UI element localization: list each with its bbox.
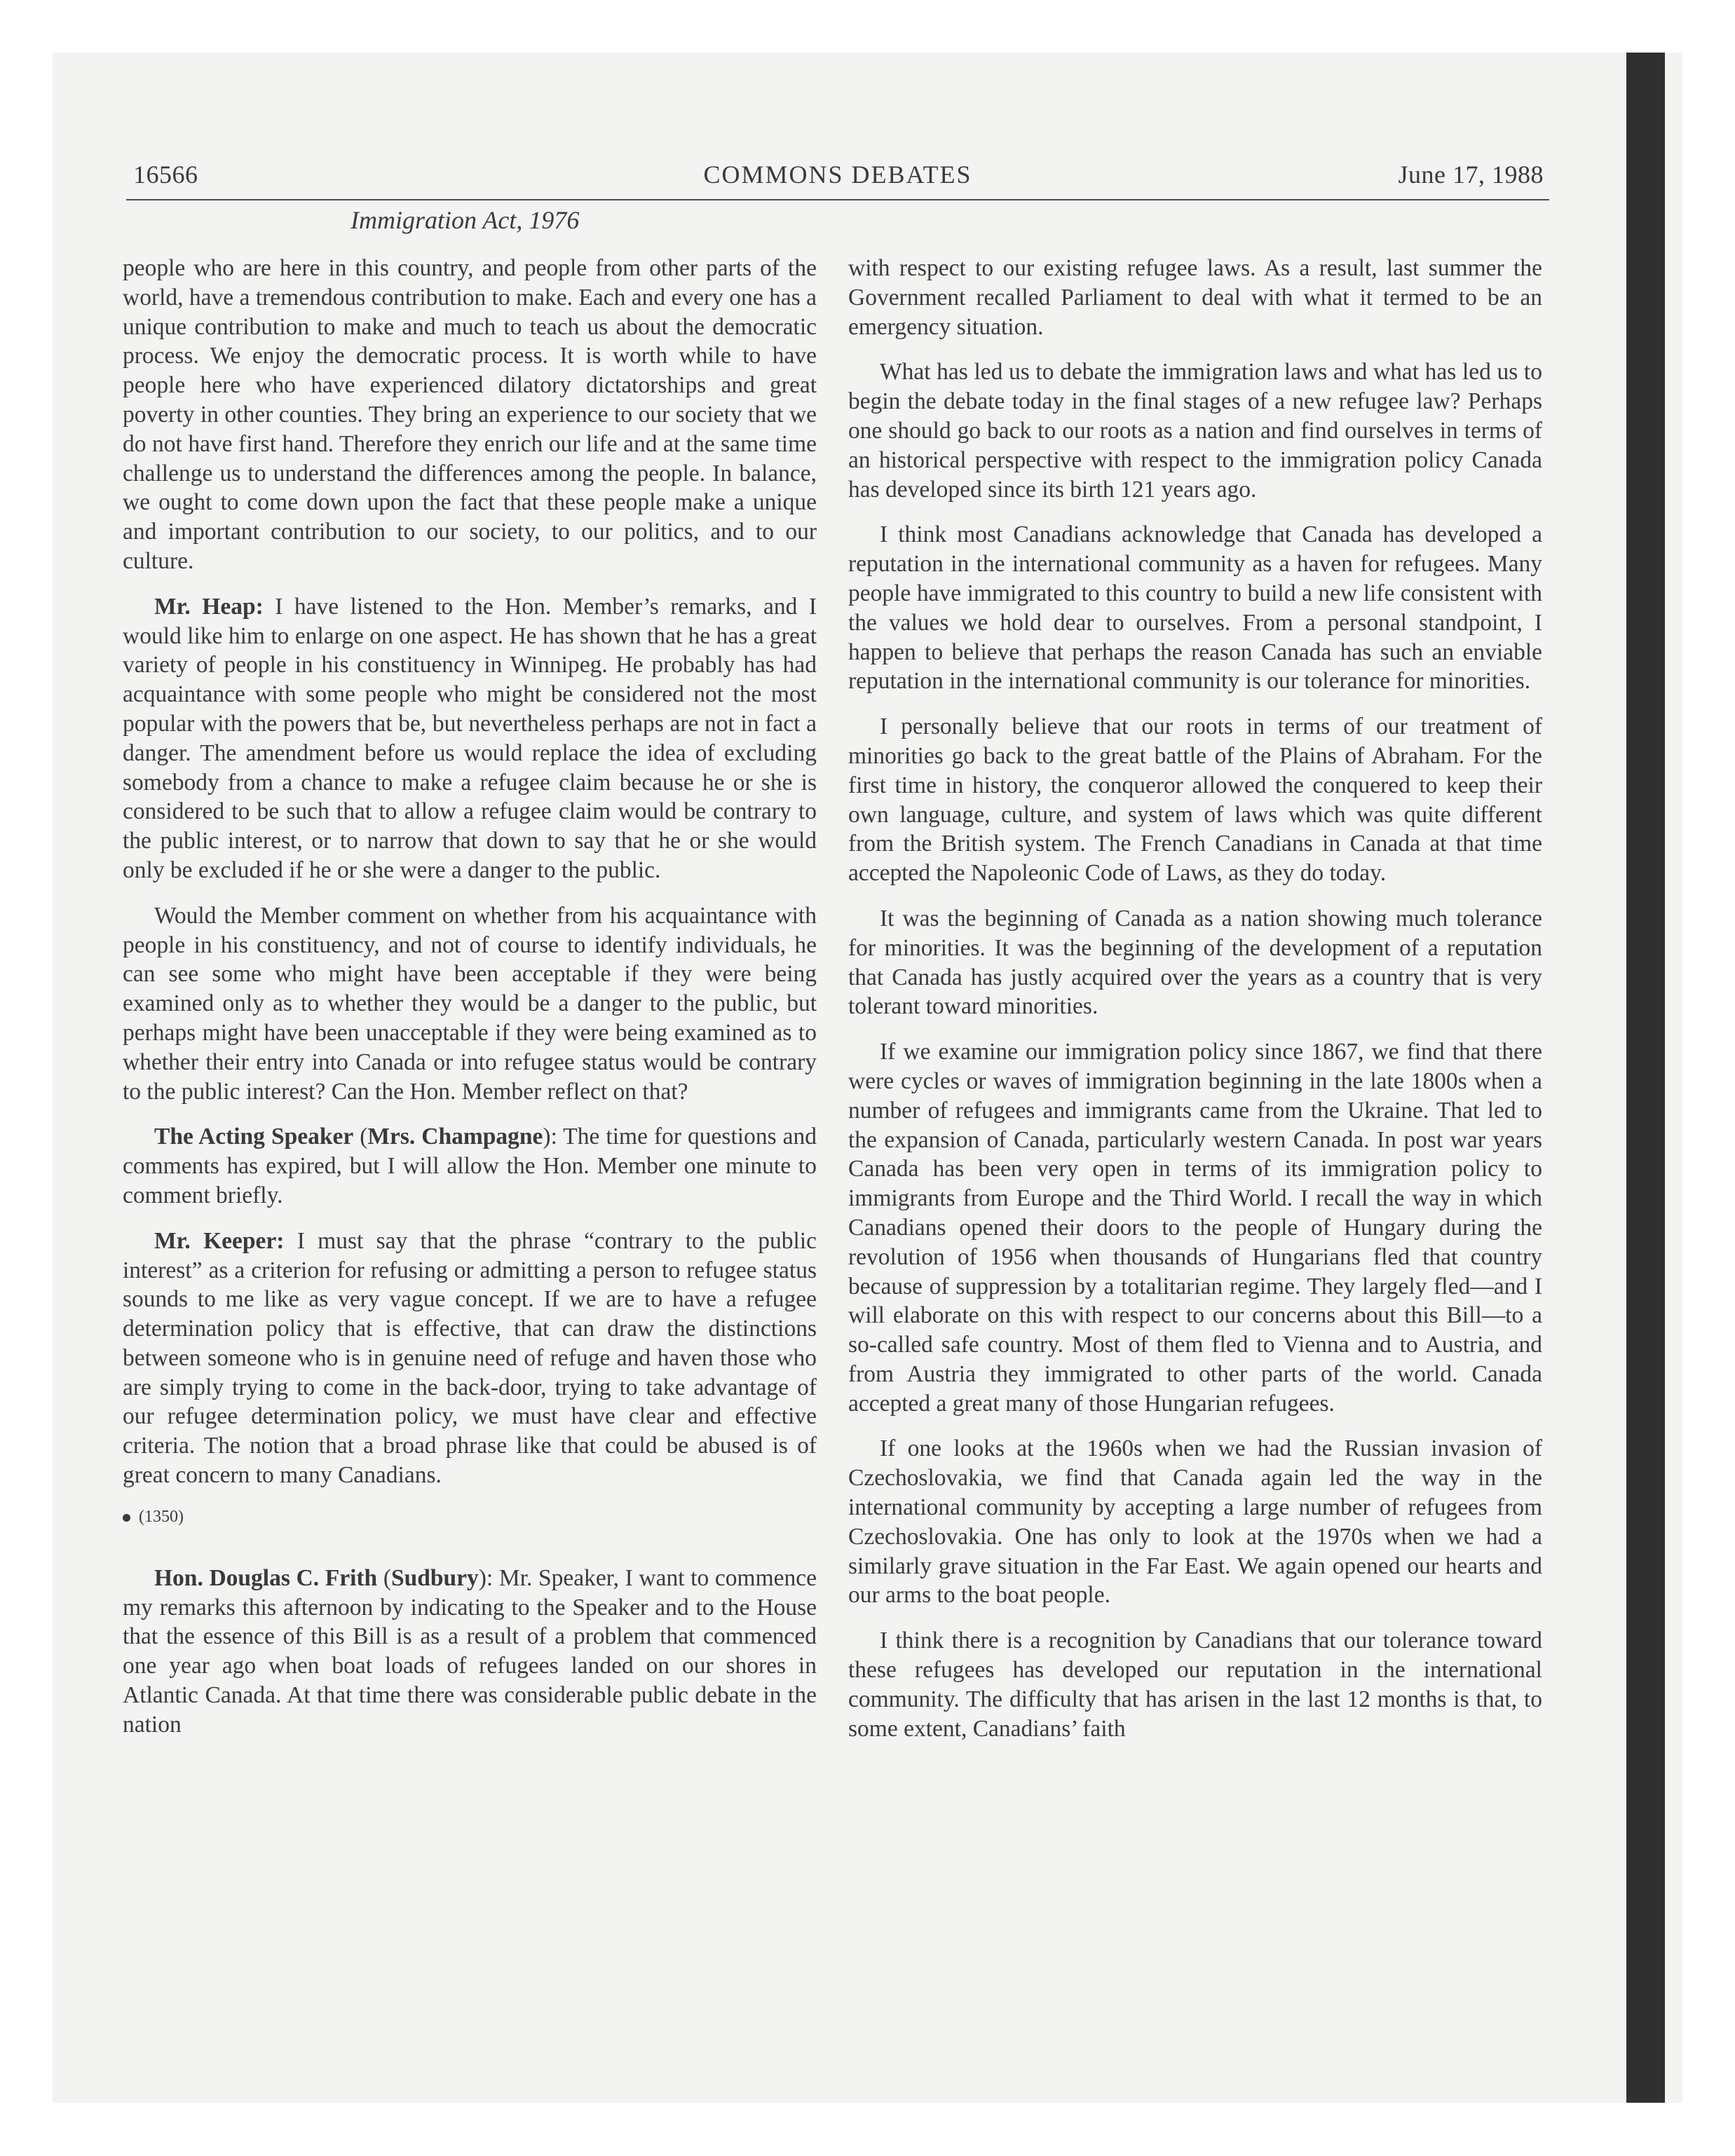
time-marker	[123, 1506, 817, 1527]
speaker-paren: (	[353, 1124, 368, 1150]
paragraph-frith	[123, 1564, 817, 1740]
speaker-paren: (	[377, 1564, 391, 1591]
speaker-paren: ):	[478, 1564, 494, 1591]
paragraph: Would the Member comment on whether from his acquaintance with people in his constituency, and not of course to identify individuals, he can see some who might have been acceptable if they were being examined only as to whether they would be a danger to the public, but perhaps might have been unacceptable if they were being examined as to whether their entry into Canada or into refugee status would be contrary to the public interest? Can the Hon. Member reflect on that?	[123, 902, 817, 1105]
bullet-icon	[123, 1514, 130, 1522]
speaker-riding: Sudbury	[391, 1564, 479, 1591]
page-header	[126, 160, 1549, 200]
speaker-name: Hon. Douglas C. Frith	[154, 1564, 378, 1591]
speaker-name: Mr. Heap:	[154, 593, 264, 620]
time-marker-text: (1350)	[139, 1507, 184, 1526]
speaker-name: Mrs. Champagne	[367, 1124, 543, 1150]
scan-edge-shadow	[1626, 53, 1665, 2103]
section-title: Immigration Act, 1976	[351, 206, 580, 234]
speech-text: Mr. Speaker, I want to commence my remarks this afternoon by indicating to the Speaker and to the House that the essence of this Bill is as a result of a problem that commenced one year ago when boat loads of refugees landed on our shores in Atlantic Canada. At that time there was considerable public debate in the nation	[123, 1564, 817, 1738]
paragraph: If we examine our immigration policy since 1867, we find that there were cycles or waves of immigration beginning in the late 1800s when a number of refugees and immigrants came from the Ukraine. That led to the expansion of Canada, particularly western Canada. In post war years Canada has been very open in terms of its immigration policy to immigrants from Europe and the Third World. I recall the way in which Canadians opened their doors to the people of Hungary during the revolution of 1956 when thousands of Hungarians fled that country because of suppression by a totalitarian regime. They largely fled—and I will elaborate on this with respect to our concerns about this Bill—to a so-called safe country. Most of them fled to Vienna and to Austria, and from Austria they immigrated to other parts of the world. Canada accepted a great many of those Hungarian refugees.	[848, 1039, 1542, 1417]
paragraph-heap	[123, 592, 817, 885]
speaker-paren: ):	[543, 1124, 557, 1150]
page-date: June 17, 1988	[1398, 161, 1544, 189]
paragraph: I think there is a recognition by Canadians that our tolerance toward these refugees has developed our reputation in the international community. The difficulty that has arisen in the last 12 months is that, to some extent, Canadians’ faith	[848, 1628, 1542, 1742]
paragraph-acting-speaker	[123, 1122, 817, 1210]
paragraph: What has led us to debate the immigration laws and what has led us to begin the debate today in the final stages of a new refugee law? Perhaps one should go back to our roots as a nation and find ourselves in terms of an historical perspective with respect to the immigration policy Canada has developed since its birth 121 years ago.	[848, 359, 1542, 503]
speaker-name: Mr. Keeper:	[154, 1227, 285, 1254]
paragraph: I personally believe that our roots in terms of our treatment of minorities go back to the great battle of the Plains of Abraham. For the first time in history, the conqueror allowed the conquered to keep their own language, culture, and system of laws which was quite different from the British system. The French Canadians in Canada at that time accepted the Napoleonic Code of Laws, as they do today.	[848, 714, 1542, 887]
right-column	[848, 254, 1542, 1759]
paragraph: with respect to our existing refugee laws. As a result, last summer the Government recalled Parliament to deal with what it termed to be an emergency situation.	[848, 255, 1542, 340]
speech-text: The time for questions and comments has expired, but I will allow the Hon. Member one minute to comment briefly.	[123, 1124, 817, 1208]
paragraph-keeper	[123, 1227, 817, 1490]
paragraph: It was the beginning of Canada as a nation showing much tolerance for minorities. It was the beginning of the development of a reputation that Canada has justly acquired over the years as a country that is very tolerant toward minorities.	[848, 905, 1542, 1020]
paragraph: people who are here in this country, and people from other parts of the world, have a tremendous contribution to make. Each and every one has a unique contribution to make and much to teach us about the democratic process. We enjoy the democratic process. It is worth while to have people here who have experienced dilatory dictatorships and great poverty in other counties. They bring an experience to our society that we do not have first hand. Therefore they enrich our life and at the same time challenge us to understand the differences among the people. In balance, we ought to come down upon the fact that these people make a unique and important contribution to our society, to our politics, and to our culture.	[123, 255, 817, 574]
speech-text: I must say that the phrase “contrary to the public interest” as a criterion for refusing or admitting a person to refugee status sounds to me like as very vague concept. If we are to have a refugee determination policy that is effective, that can draw the distinctions between someone who is in genuine need of refuge and haven those who are simply trying to come in the back-door, trying to take advantage of our refugee determination policy, we must have clear and effective criteria. The notion that a broad phrase like that could be abused is of great concern to many Canadians.	[123, 1227, 817, 1489]
page-number: 16566	[133, 161, 198, 189]
speaker-name: The Acting Speaker	[154, 1124, 354, 1150]
speech-text: I have listened to the Hon. Member’s remarks, and I would like him to enlarge on one aspect. He has shown that he has a great variety of people in his constituency in Winnipeg. He probably has had acquaintance with some people who might be considered not the most popular with the powers that be, but nevertheless perhaps are not in fact a danger. The amendment before us would replace the idea of excluding somebody from a chance to make a refugee claim because he or she is considered to be such that to allow a refugee claim would be contrary to the public interest, or to narrow that down to say that he or she would only be excluded if he or she were a danger to the public.	[123, 593, 817, 883]
left-column	[123, 254, 817, 1756]
paragraph: I think most Canadians acknowledge that Canada has developed a reputation in the international community as a haven for refugees. Many people have immigrated to this country to build a new life consistent with the values we hold dear to ourselves. From a personal standpoint, I happen to believe that perhaps the reason Canada has such an enviable reputation in the international community is our tolerance for minorities.	[848, 521, 1542, 695]
paragraph: If one looks at the 1960s when we had the Russian invasion of Czechoslovakia, we find that Canada again led the way in the international community by accepting a large number of refugees from Czechoslovakia. One has only to look at the 1970s when we had a similarly grave situation in the Far East. We again opened our hearts and our arms to the boat people.	[848, 1435, 1542, 1609]
running-title: COMMONS DEBATES	[703, 161, 972, 189]
